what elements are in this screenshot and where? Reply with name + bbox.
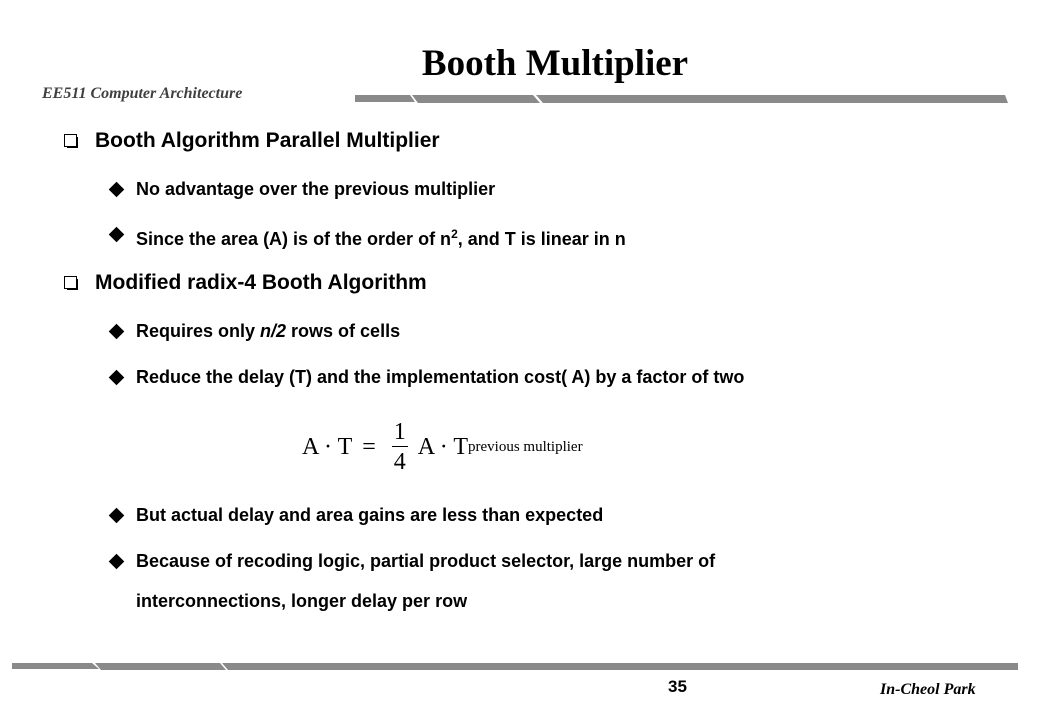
formula xyxy=(302,420,583,474)
emphasis: n/2 xyxy=(260,321,287,341)
fraction-denominator: 4 xyxy=(393,449,406,475)
slide-title: Booth Multiplier xyxy=(421,43,689,84)
bullet-text: Because of recoding logic, partial product selector, large number of interconnections, longer delay per row xyxy=(136,551,716,611)
superscript: 2 xyxy=(451,227,458,241)
formula-subscript: previous multiplier xyxy=(468,438,583,455)
formula-fraction xyxy=(392,420,408,474)
diamond-bullet-icon xyxy=(109,508,124,523)
author-name: In-Cheol Park xyxy=(880,681,976,698)
formula-rhs: A · T xyxy=(417,433,469,460)
diamond-bullet-icon xyxy=(109,370,124,385)
bullet-text: Since the area (A) is of the order of $n^2$, and T is linear in n xyxy=(136,227,626,249)
bullet-text: Modified radix-4 Booth Algorithm xyxy=(95,271,427,294)
bullet-text: Requires only n/2 rows of cells xyxy=(136,321,401,341)
bullet-text: No advantage over the previous multiplier xyxy=(136,179,496,199)
page-number: 35 xyxy=(668,677,687,696)
diamond-bullet-icon xyxy=(109,182,124,197)
bullet-text: But actual delay and area gains are less than expected xyxy=(136,505,604,525)
checkbox-bullet-icon xyxy=(64,134,77,147)
diamond-bullet-icon xyxy=(109,227,124,242)
diamond-bullet-icon xyxy=(109,324,124,339)
fraction-numerator: 1 xyxy=(393,419,406,445)
course-label: EE511 Computer Architecture xyxy=(42,85,243,102)
bullet-text: Reduce the delay (T) and the implementation cost( A) by a factor of two xyxy=(136,367,745,387)
formula-equals: = xyxy=(362,433,376,460)
diamond-bullet-icon xyxy=(109,554,124,569)
checkbox-bullet-icon xyxy=(64,276,77,289)
bullet-text: Booth Algorithm Parallel Multiplier xyxy=(95,129,440,152)
formula-lhs: A · T xyxy=(302,433,353,460)
